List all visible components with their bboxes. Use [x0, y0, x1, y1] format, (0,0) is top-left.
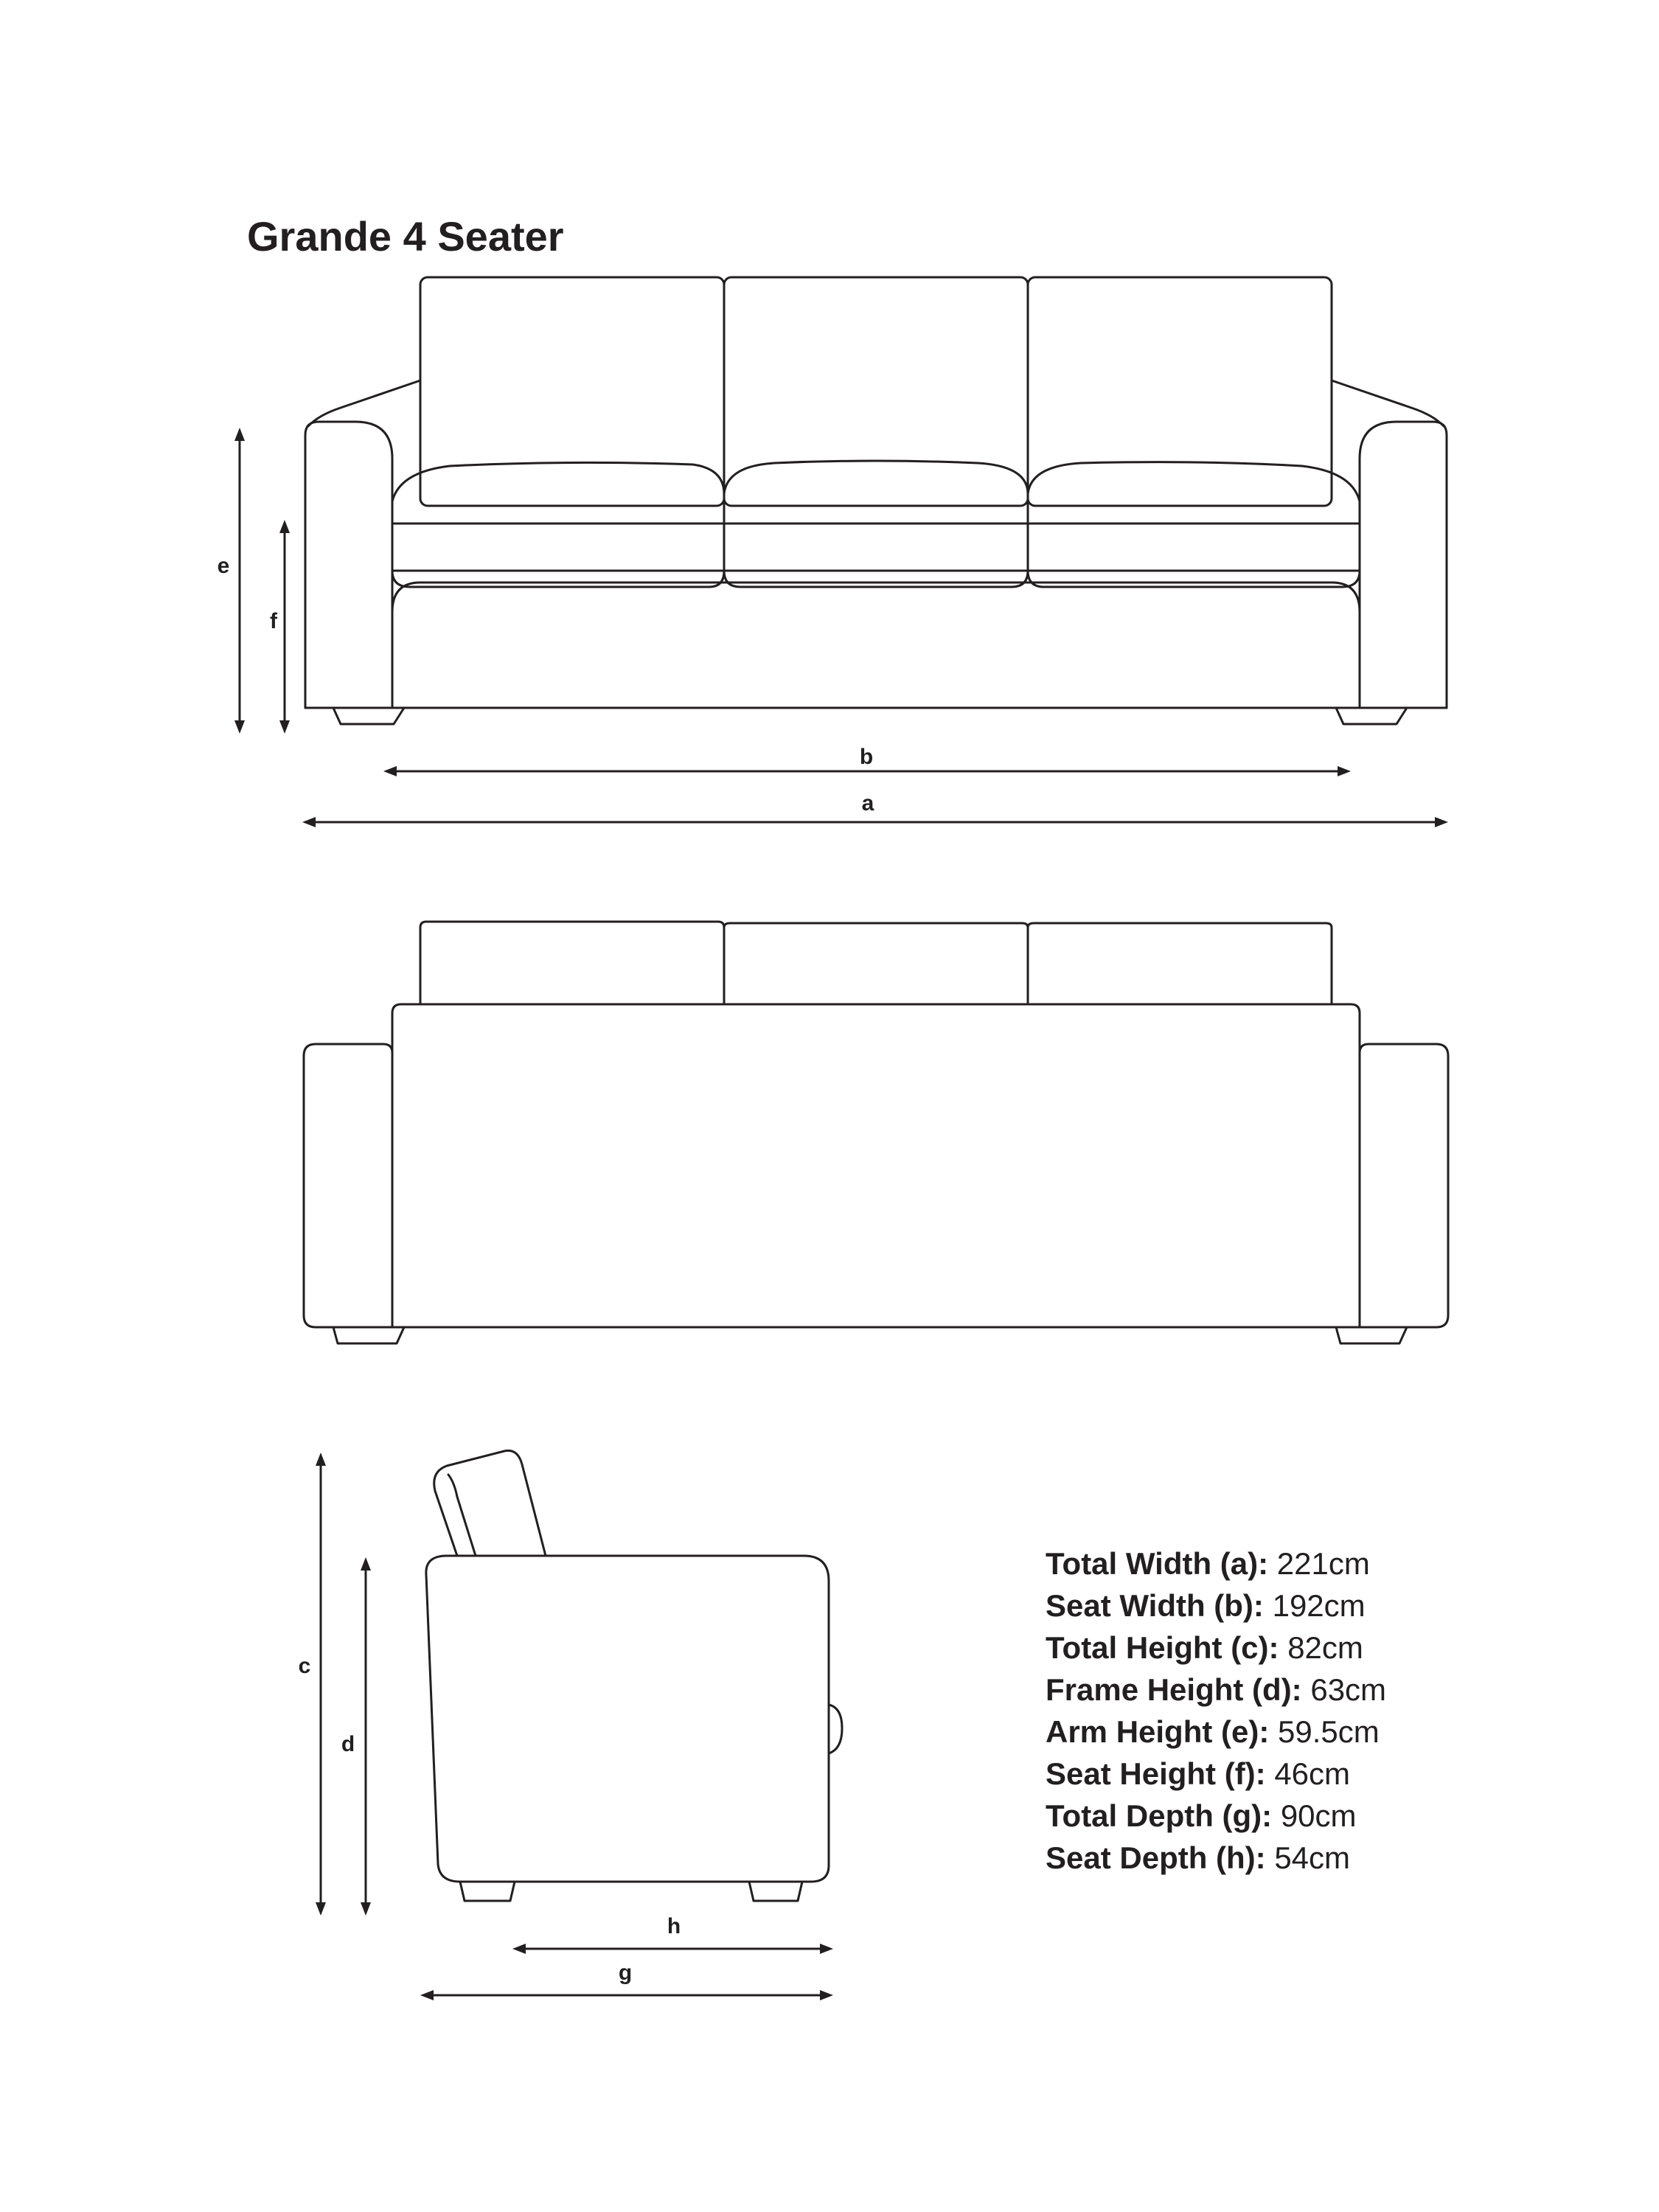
- front-arm-backs: [308, 380, 1444, 426]
- spec-label: Total Height (c):: [1046, 1630, 1279, 1665]
- back-feet: [333, 1327, 1407, 1343]
- dimension-label-a: a: [861, 791, 874, 815]
- side-view: [426, 1450, 842, 1901]
- spec-row: [1046, 1585, 1386, 1627]
- front-left-arm: [305, 422, 392, 708]
- dimension-arrow-c: [316, 1453, 326, 1916]
- spec-row: [1046, 1795, 1386, 1837]
- back-right-arm: [1360, 1044, 1448, 1327]
- dimension-label-g: g: [618, 1961, 633, 1985]
- dimension-arrow-a: [302, 817, 1448, 827]
- front-view: [305, 277, 1447, 724]
- spec-value: 192cm: [1272, 1588, 1366, 1623]
- dimension-arrow-d: [361, 1557, 371, 1916]
- back-cushion-tops: [420, 922, 1332, 1004]
- spec-value: 221cm: [1276, 1546, 1370, 1581]
- spec-label: Total Width (a):: [1046, 1546, 1269, 1581]
- spec-label: Seat Height (f):: [1046, 1756, 1266, 1791]
- dimension-label-e: e: [217, 554, 230, 578]
- spec-value: 90cm: [1280, 1798, 1357, 1833]
- spec-label: Total Depth (g):: [1046, 1798, 1273, 1833]
- side-feet: [460, 1882, 802, 1901]
- dimension-label-b: b: [859, 745, 874, 769]
- spec-row: [1046, 1753, 1386, 1795]
- dimension-label-h: h: [667, 1914, 681, 1938]
- spec-label: Frame Height (d):: [1046, 1672, 1302, 1707]
- spec-label: Arm Height (e):: [1046, 1714, 1270, 1749]
- dimension-arrow-g: [420, 1990, 833, 2000]
- spec-value: 82cm: [1287, 1630, 1363, 1665]
- dimension-label-f: f: [270, 609, 277, 633]
- specifications-list: [1046, 1543, 1386, 1879]
- front-back-cushions: [420, 277, 1332, 506]
- side-rear-bump: [829, 1705, 842, 1753]
- spec-value: 54cm: [1274, 1840, 1351, 1875]
- dimension-label-c: c: [298, 1654, 311, 1678]
- spec-row: [1046, 1543, 1386, 1585]
- dimension-label-d: d: [341, 1732, 355, 1756]
- spec-row: [1046, 1837, 1386, 1879]
- dimension-arrow-f: [279, 520, 290, 734]
- spec-value: 46cm: [1274, 1756, 1351, 1791]
- front-feet: [333, 708, 1407, 724]
- spec-label: Seat Width (b):: [1046, 1588, 1264, 1623]
- spec-row: [1046, 1669, 1386, 1711]
- spec-label: Seat Depth (h):: [1046, 1840, 1266, 1875]
- side-back-cushion: [434, 1450, 546, 1556]
- back-frame: [392, 1004, 1360, 1327]
- back-left-arm: [304, 1044, 392, 1327]
- side-frame: [426, 1556, 829, 1882]
- front-seat-cushions: [392, 461, 1360, 587]
- dimension-arrow-e: [234, 428, 245, 734]
- spec-value: 59.5cm: [1278, 1714, 1380, 1749]
- spec-row: [1046, 1627, 1386, 1669]
- spec-row: [1046, 1711, 1386, 1753]
- spec-value: 63cm: [1310, 1672, 1387, 1707]
- front-right-arm: [1360, 422, 1447, 708]
- dimension-arrow-h: [512, 1944, 833, 1954]
- back-view: [304, 922, 1448, 1343]
- page-title: Grande 4 Seater: [247, 213, 564, 260]
- front-base: [305, 582, 1447, 708]
